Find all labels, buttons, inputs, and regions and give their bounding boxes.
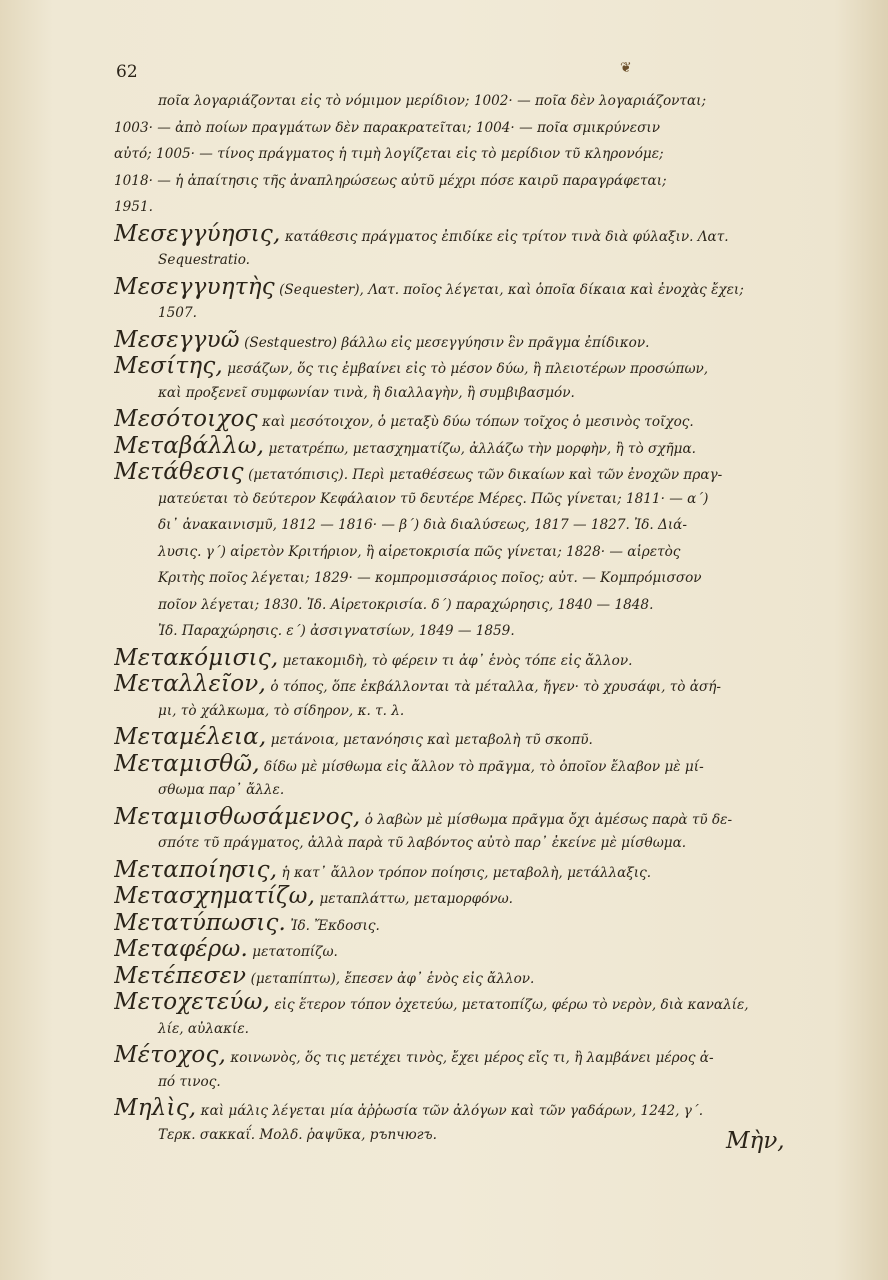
text-line [114, 539, 804, 566]
text-line [114, 141, 804, 168]
line-text: μετατοπίζω. [247, 944, 338, 960]
entry-line [114, 671, 804, 698]
text-line [114, 565, 804, 592]
entry-line [114, 1095, 804, 1122]
text-line [114, 777, 804, 804]
text-line [114, 168, 804, 195]
catchword: Μὴν, [726, 1128, 785, 1154]
line-text: καὶ μάλις λέγεται μία ἀῤῥωσία τῶν ἀλόγων καὶ τῶν γαδάρων, 1242, γ΄. [196, 1103, 704, 1119]
line-text: ποῖα λογαριάζονται εἰς τὸ νόμιμον μερίδιον; 1002· — ποῖα δὲν λογαριάζονται; [158, 93, 707, 109]
line-text: Κριτὴς ποῖος λέγεται; 1829· — κομπρομισσάριος ποῖος; αὐτ. — Κομπρόμισσον [158, 570, 702, 586]
line-text: μετάνοια, μετανόησις καὶ μεταβολὴ τῦ σκοπῦ. [266, 732, 593, 748]
headword: Μεταλλεῖον, [114, 671, 267, 697]
line-text: μετατρέπω, μετασχηματίζω, ἀλλάζω τὴν μορφὴν, ἢ τὸ σχῆμα. [264, 440, 696, 457]
line-text: πό τινος. [158, 1073, 221, 1090]
entry-line [114, 459, 804, 486]
line-text: λίε, αὐλακίε. [158, 1020, 249, 1037]
entry-line [114, 724, 804, 751]
line-text: 1951. [114, 199, 153, 215]
text-line [114, 486, 804, 513]
line-text: ποῖον λέγεται; 1830. Ἰδ. Αἱρετοκρισία. δ΄) παραχώρησις, 1840 — 1848. [158, 596, 654, 613]
headword: Μεταμισθωσάμενος, [114, 803, 361, 830]
text-line [114, 1122, 804, 1149]
headword: Μεταμισθῶ, [114, 750, 260, 777]
headword: Μεταποίησις, [114, 856, 278, 883]
entry-line [114, 804, 804, 831]
line-text: αὐτό; 1005· — τίνος πράγματος ἡ τιμὴ λογίζεται εἰς τὸ μερίδιον τῦ κληρονόμε; [114, 146, 664, 162]
line-text: Ἰδ. Παραχώρησις. ε΄) ἀσσιγνατσίων, 1849 — 1859. [158, 623, 515, 639]
line-text: ἡ κατ᾽ ἄλλον τρόπον ποίησις, μεταβολὴ, μετάλλαξις. [277, 864, 652, 881]
line-text: καὶ προξενεῖ συμφωνίαν τινὰ, ἢ διαλλαγὴν, ἢ συμβιβασμόν. [158, 384, 575, 401]
headword: Μεσίτης, [114, 353, 223, 379]
headword: Μετοχετεύω, [114, 989, 271, 1015]
dictionary-text-block [114, 88, 804, 1148]
entry-line [114, 327, 804, 354]
line-text: κατάθεσις πράγματος ἐπιδίκε εἰς τρίτον τινὰ διὰ φύλαξιν. Λατ. [280, 228, 729, 245]
headword: Μεσεγγυητὴς [114, 273, 275, 300]
line-text: εἰς ἕτερον τόπον ὀχετεύω, μετατοπίζω, φέρω τὸ νερὸν, διὰ καναλίε, [270, 997, 749, 1013]
line-text: 1507. [158, 305, 197, 321]
line-text: Sequestratio. [158, 252, 250, 268]
line-text: δίδω μὲ μίσθωμα εἰς ἄλλον τὸ πρᾶγμα, τὸ ὁποῖον ἔλαβον μὲ μί- [259, 758, 704, 775]
line-text: (Sestquestro) βάλλω εἰς μεσεγγύησιν ἓν πρᾶγμα ἐπίδικον. [239, 334, 650, 351]
entry-line [114, 353, 804, 380]
line-text: λυσις. γ΄) αἱρετὸν Κριτήριον, ἢ αἱρετοκρισία πῶς γίνεται; 1828· — αἱρετὸς [158, 543, 681, 560]
line-text: (μετατόπισις). Περὶ μεταθέσεως τῶν δικαίων καὶ τῶν ἐνοχῶν πραγ- [243, 467, 723, 483]
headword: Μεσότοιχος [114, 406, 258, 432]
entry-line [114, 1042, 804, 1069]
text-line [114, 618, 804, 645]
line-text: μι, τὸ χάλκωμα, τὸ σίδηρον, κ. τ. λ. [158, 702, 405, 719]
entry-line [114, 751, 804, 778]
text-line [114, 698, 804, 725]
line-text: σθωμα παρ᾽ ἄλλε. [158, 782, 285, 798]
headword: Μετέπεσεν [114, 962, 247, 989]
entry-line [114, 406, 804, 433]
line-text: (Sequester), Λατ. ποῖος λέγεται, καὶ ὁποῖα δίκαια καὶ ἐνοχὰς ἔχει; [274, 281, 744, 298]
line-text: μεσάζων, ὅς τις ἐμβαίνει εἰς τὸ μέσον δύω, ἢ πλειοτέρων προσώπων, [222, 361, 709, 377]
line-text: ματεύεται τὸ δεύτερον Κεφάλαιον τῦ δευτέρε Μέρες. Πῶς γίνεται; 1811· — α΄) [158, 490, 709, 507]
text-line [114, 194, 804, 221]
line-text: ὁ λαβὼν μὲ μίσθωμα πρᾶγμα ὄχι ἀμέσως παρὰ τῦ δε- [360, 811, 733, 828]
entry-line [114, 433, 804, 460]
text-line [114, 830, 804, 857]
page-number: 62 [116, 62, 138, 82]
text-line [114, 1016, 804, 1043]
line-text: κοινωνὸς, ὅς τις μετέχει τινὸς, ἔχει μέρος εἴς τι, ἢ λαμβάνει μέρος ἀ- [226, 1050, 714, 1066]
line-text: 1018· — ἡ ἀπαίτησις τῆς ἀναπληρώσεως αὐτῦ μέχρι πόσε καιρῦ παραγράφεται; [114, 172, 667, 189]
line-text: μεταπλάττω, μεταμορφόνω. [315, 891, 513, 907]
entry-line [114, 963, 804, 990]
line-text: σπότε τῦ πράγματος, ἀλλὰ παρὰ τῦ λαβόντος αὐτὸ παρ᾽ ἐκείνε μὲ μίσθωμα. [158, 835, 687, 851]
headword: Μεσεγγυῶ [114, 326, 240, 353]
headword: Μετατύπωσις. [114, 909, 287, 936]
text-line [114, 1069, 804, 1096]
entry-line [114, 989, 804, 1016]
line-text: Ἰδ. Ἔκδοσις. [286, 917, 380, 934]
text-line [114, 115, 804, 142]
headword: Μεταφέρω. [114, 936, 248, 962]
headword: Μεταβάλλω, [114, 432, 265, 459]
entry-line [114, 221, 804, 248]
entry-line [114, 910, 804, 937]
entry-line [114, 857, 804, 884]
headword: Μηλὶς, [114, 1095, 197, 1121]
line-text: ὁ τόπος, ὅπε ἐκβάλλονται τὰ μέταλλα, ἤγεν· τὸ χρυσάφι, τὸ ἀσή- [266, 679, 721, 695]
line-text: (μεταπίπτω), ἔπεσεν ἀφ᾽ ἑνὸς εἰς ἄλλον. [246, 970, 535, 987]
entry-line [114, 645, 804, 672]
line-text: Τερκ. σακκαΐ. Μολδ. ῥαψῦκα, ръпчюгъ. [158, 1126, 437, 1143]
headword: Μεταμέλεια, [114, 724, 267, 750]
text-line [114, 512, 804, 539]
entry-line [114, 274, 804, 301]
entry-line [114, 883, 804, 910]
headword: Μετασχηματίζω, [114, 883, 316, 909]
headword: Μετακόμισις, [114, 644, 279, 671]
text-line [114, 380, 804, 407]
line-text: 1003· — ἀπὸ ποίων πραγμάτων δὲν παρακρατεῖται; 1004· — ποῖα σμικρύνεσιν [114, 119, 660, 136]
ornament-icon: ❦ [620, 60, 632, 76]
line-text: δι᾽ ἀνακαινισμῦ, 1812 — 1816· — β΄) διὰ διαλύσεως, 1817 — 1827. Ἰδ. Διά- [158, 517, 687, 533]
headword: Μεσεγγύησις, [114, 220, 281, 247]
line-text: μετακομιδὴ, τὸ φέρειν τι ἀφ᾽ ἑνὸς τόπε εἰς ἄλλον. [278, 652, 633, 669]
text-line [114, 88, 804, 115]
line-text: καὶ μεσότοιχον, ὁ μεταξὺ δύω τόπων τοῖχος ὁ μεσινὸς τοῖχος. [257, 414, 694, 430]
headword: Μετάθεσις [114, 459, 244, 485]
entry-line [114, 936, 804, 963]
text-line [114, 300, 804, 327]
headword: Μέτοχος, [114, 1042, 227, 1068]
text-line [114, 247, 804, 274]
text-line [114, 592, 804, 619]
